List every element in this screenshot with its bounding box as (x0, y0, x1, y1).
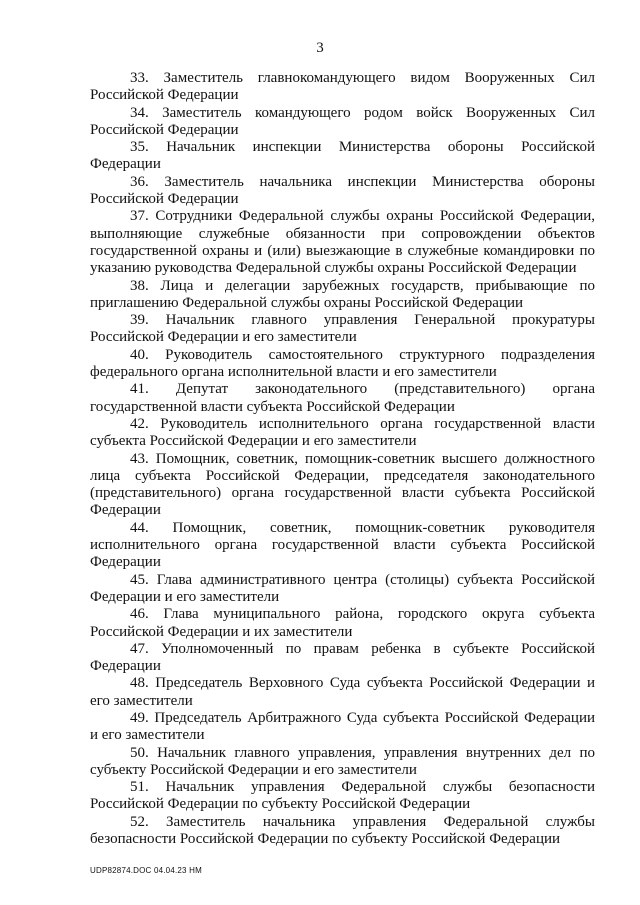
list-item: 43. Помощник, советник, помощник-советник высшего должностного лица субъекта Российской Федерации, председателя законодательного (представительного) органа государственной власти субъекта Российской Федерации (90, 450, 595, 519)
list-item: 35. Начальник инспекции Министерства обороны Российской Федерации (90, 139, 595, 173)
list-item: 50. Начальник главного управления, управления внутренних дел по субъекту Российской Федерации и его заместители (90, 744, 595, 778)
position-list (90, 70, 595, 848)
document-footer: UDP82874.DOC 04.04.23 HM (90, 866, 202, 875)
list-item: 33. Заместитель главнокомандующего видом Вооруженных Сил Российской Федерации (90, 70, 595, 104)
list-item: 42. Руководитель исполнительного органа государственной власти субъекта Российской Федерации и его заместители (90, 415, 595, 450)
list-item: 48. Председатель Верховного Суда субъекта Российской Федерации и его заместители (90, 675, 595, 709)
list-item: 46. Глава муниципального района, городского округа субъекта Российской Федерации и их заместители (90, 606, 595, 640)
list-item: 36. Заместитель начальника инспекции Министерства обороны Российской Федерации (90, 173, 595, 208)
list-item: 49. Председатель Арбитражного Суда субъекта Российской Федерации и его заместители (90, 709, 595, 744)
list-item: 41. Депутат законодательного (представительного) органа государственной власти субъекта Российской Федерации (90, 381, 595, 415)
list-item: 52. Заместитель начальника управления Федеральной службы безопасности Российской Федерации по субъекту Российской Федерации (90, 813, 595, 848)
list-item: 45. Глава административного центра (столицы) субъекта Российской Федерации и его заместители (90, 571, 595, 605)
list-item: 40. Руководитель самостоятельного структурного подразделения федерального органа исполнительной власти и его заместители (90, 346, 595, 381)
list-item: 47. Уполномоченный по правам ребенка в субъекте Российской Федерации (90, 640, 595, 675)
list-item: 44. Помощник, советник, помощник-советник руководителя исполнительного органа государственной власти субъекта Российской Федерации (90, 519, 595, 571)
list-item: 34. Заместитель командующего родом войск Вооруженных Сил Российской Федерации (90, 104, 595, 138)
list-item: 38. Лица и делегации зарубежных государств, прибывающие по приглашению Федеральной службы охраны Российской Федерации (90, 277, 595, 311)
list-item: 37. Сотрудники Федеральной службы охраны Российской Федерации, выполняющие служебные обязанности при сопровождении объектов государственной охраны и (или) выезжающие в служебные командировки по указанию руководства Федеральной службы охраны Российской Федерации (90, 208, 595, 277)
page-number: 3 (316, 40, 324, 56)
list-item: 51. Начальник управления Федеральной службы безопасности Российской Федерации по субъекту Российской Федерации (90, 779, 595, 813)
list-item: 39. Начальник главного управления Генеральной прокуратуры Российской Федерации и его заместители (90, 312, 595, 346)
